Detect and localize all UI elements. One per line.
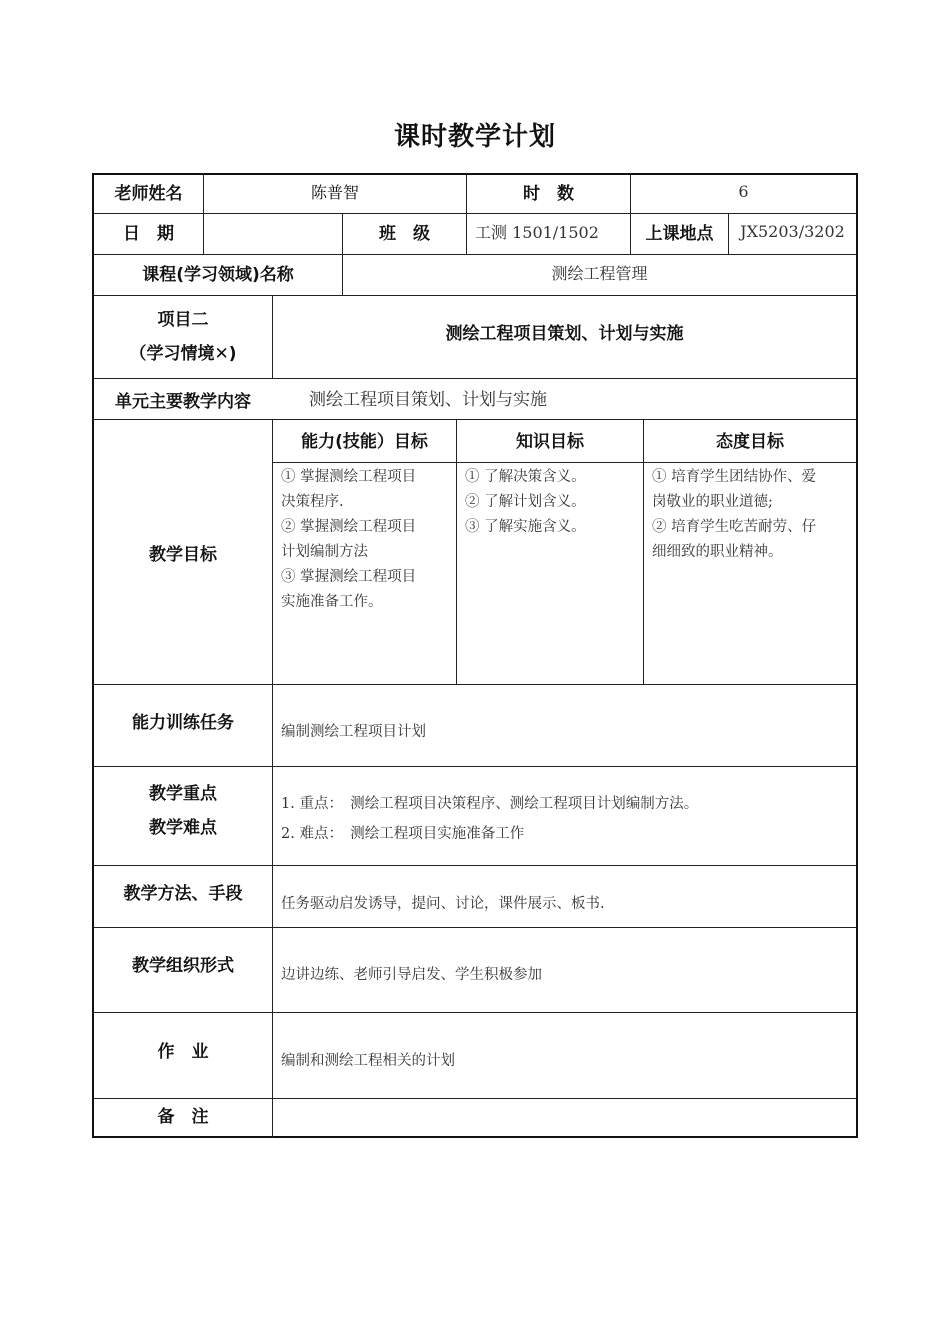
homework-value: 编制和测绘工程相关的计划 — [281, 1052, 455, 1069]
page-title: 课时教学计划 — [393, 122, 556, 152]
training-value: 编制测绘工程项目计划 — [281, 723, 426, 740]
knowledge-line: ① 了解决策含义。 — [465, 469, 586, 485]
project-label-line2: （学习情境✕) — [129, 344, 237, 364]
organization-value: 边讲边练、老师引导启发、学生积极参加 — [281, 966, 542, 983]
objectives-label: 教学目标 — [149, 544, 217, 565]
lesson-plan-table — [92, 173, 858, 1138]
location-value: JX5203/3202 — [740, 222, 845, 241]
difficulty-label: 教学难点 — [149, 818, 217, 838]
attitude-line: ② 培育学生吃苦耐劳、仔 — [652, 519, 817, 535]
key-points-content — [273, 789, 856, 849]
teacher-label: 老师姓名 — [114, 184, 183, 204]
organization-label: 教学组织形式 — [132, 955, 234, 976]
ability-line: ③ 掌握测绘工程项目 — [281, 569, 417, 585]
attitude-objective-header: 态度目标 — [716, 431, 784, 452]
course-value: 测绘工程管理 — [551, 264, 648, 283]
key-point-label: 教学重点 — [149, 784, 217, 804]
remarks-value — [273, 1099, 856, 1136]
methods-label: 教学方法、手段 — [123, 883, 243, 904]
knowledge-line: ② 了解计划含义。 — [465, 494, 586, 510]
col-divider — [456, 419, 457, 684]
ability-line: ② 掌握测绘工程项目 — [281, 519, 417, 535]
methods-value: 任务驱动启发诱导，提问、讨论，课件展示、板书. — [281, 895, 605, 912]
attitude-line: ① 培育学生团结协作、爱 — [652, 469, 817, 485]
unit-content-label: 单元主要教学内容 — [115, 391, 251, 412]
ability-line: 实施准备工作。 — [281, 594, 383, 610]
hours-value: 6 — [738, 182, 749, 201]
date-label: 日 期 — [123, 224, 174, 244]
ability-line: ① 掌握测绘工程项目 — [281, 469, 417, 485]
course-label: 课程(学习领域)名称 — [142, 265, 294, 285]
project-label-line1: 项目二 — [157, 310, 209, 330]
unit-content-value: 测绘工程项目策划、计划与实施 — [309, 390, 547, 410]
attitude-line: 岗敬业的职业道德; — [652, 494, 773, 510]
project-value: 测绘工程项目策划、计划与实施 — [445, 323, 684, 344]
knowledge-line: ③ 了解实施含义。 — [465, 519, 586, 535]
homework-label: 作 业 — [157, 1041, 209, 1062]
attitude-line: 细细致的职业精神。 — [652, 544, 783, 560]
teacher-value: 陈普智 — [310, 183, 359, 202]
ability-line: 决策程序. — [281, 494, 344, 510]
location-label: 上课地点 — [645, 224, 714, 244]
ability-line: 计划编制方法 — [281, 544, 368, 560]
class-label: 班 级 — [379, 224, 430, 244]
class-value: 工测 1501/1502 — [475, 223, 599, 242]
hours-label: 时 数 — [523, 184, 574, 204]
ability-objective-header: 能力(技能）目标 — [301, 431, 428, 452]
project-label — [94, 296, 272, 378]
knowledge-objective-list — [457, 465, 643, 540]
key-point-line: 1. 重点： 测绘工程项目决策程序、测绘工程项目计划编制方法。 — [281, 796, 699, 812]
date-value — [204, 214, 342, 249]
ability-objective-list — [273, 465, 456, 615]
difficulty-line: 2. 难点： 测绘工程项目实施准备工作 — [281, 826, 525, 842]
key-points-label — [94, 767, 272, 855]
training-label: 能力训练任务 — [132, 712, 234, 733]
remarks-label: 备 注 — [157, 1106, 209, 1127]
attitude-objective-list — [644, 465, 856, 565]
row-divider — [272, 462, 856, 463]
knowledge-objective-header: 知识目标 — [516, 431, 584, 452]
